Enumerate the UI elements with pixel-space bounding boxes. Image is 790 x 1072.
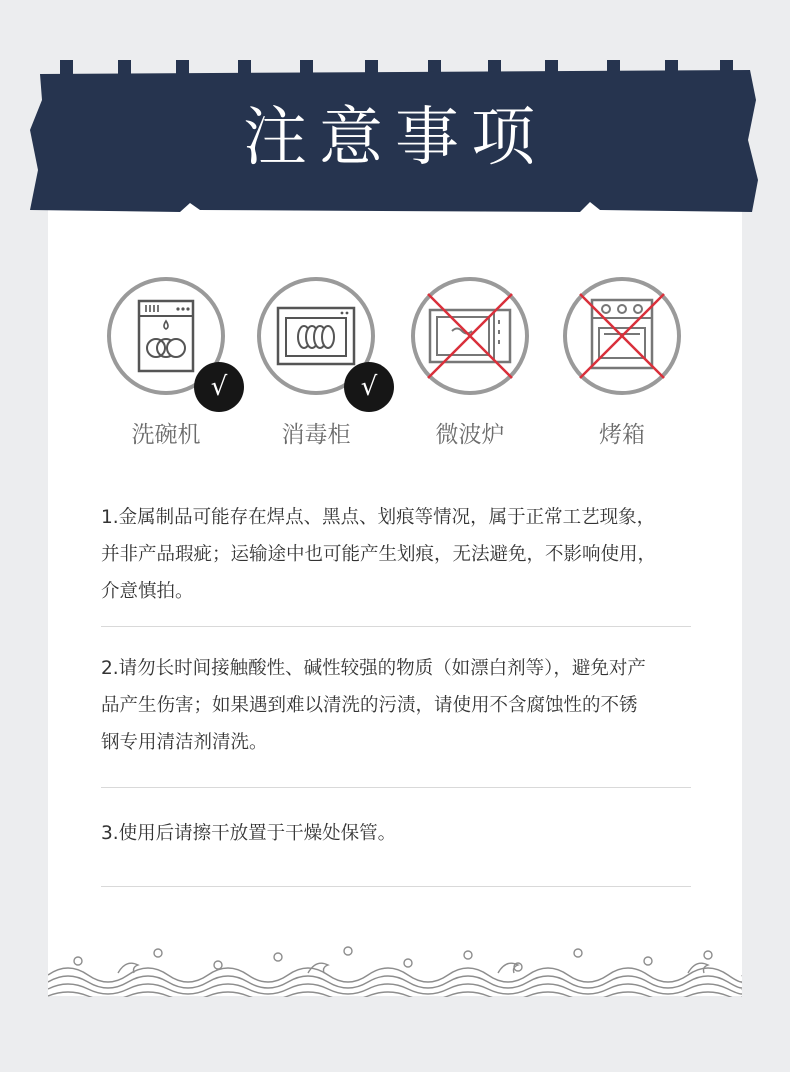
divider (101, 626, 691, 627)
note-line: 品产生伤害；如果遇到难以清洗的污渍，请使用不含腐蚀性的不锈 (101, 695, 638, 716)
icon-label-dishwasher: 洗碗机 (131, 422, 201, 448)
note-line: 并非产品瑕疵；运输途中也可能产生划痕，无法避免，不影响使用， (101, 544, 657, 565)
note-item (101, 499, 701, 610)
icon-item-microwave (410, 276, 530, 456)
microwave-icon (410, 276, 530, 396)
allowed-check-badge: √ (194, 362, 244, 412)
note-line: 钢专用清洁剂清洗。 (101, 732, 268, 753)
icon-item-oven (562, 276, 682, 456)
note-item (101, 815, 701, 852)
note-line: 3.使用后请擦干放置于干燥处保管。 (101, 823, 397, 844)
icon-label-oven: 烤箱 (599, 422, 645, 448)
divider (101, 886, 691, 887)
note-line: 1.金属制品可能存在焊点、黑点、划痕等情况，属于正常工艺现象， (101, 507, 656, 528)
note-line: 2.请勿长时间接触酸性、碱性较强的物质（如漂白剂等），避免对产 (101, 658, 646, 679)
wave-pattern-decoration (48, 945, 742, 997)
note-line: 介意慎拍。 (101, 581, 194, 602)
icon-item-dishwasher (106, 276, 226, 456)
icon-label-sterilizer: 消毒柜 (281, 422, 351, 448)
page-title: 注意事项 (243, 101, 547, 175)
icon-label-microwave: 微波炉 (435, 422, 505, 448)
divider (101, 787, 691, 788)
note-item (101, 650, 701, 761)
icon-item-sterilizer (256, 276, 376, 456)
allowed-check-badge: √ (344, 362, 394, 412)
oven-icon (562, 276, 682, 396)
